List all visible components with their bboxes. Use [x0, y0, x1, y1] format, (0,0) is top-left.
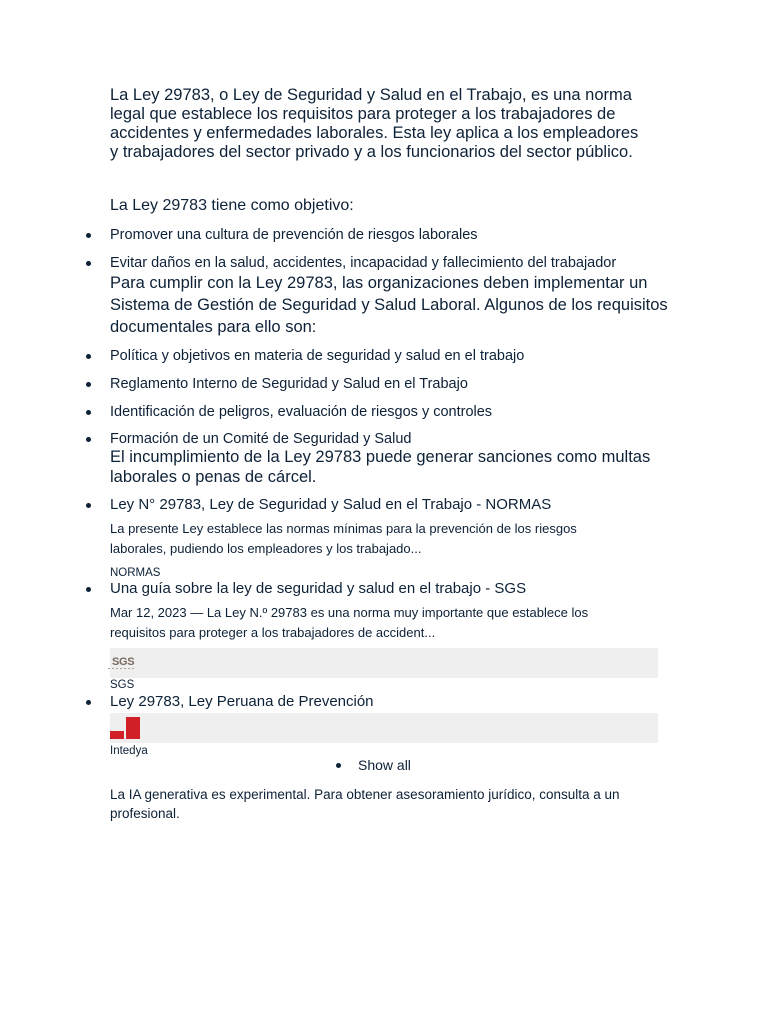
bullet-icon [86, 587, 91, 592]
bullet-icon [86, 233, 91, 238]
requirement-item-1: Política y objetivos en materia de seguridad y salud en el trabajo [110, 347, 690, 365]
intro-paragraph: La Ley 29783, o Ley de Seguridad y Salud en el Trabajo, es una norma legal que establece los requisitos para proteger a los trabajadores de accidentes y enfermedades laborales. Esta ley aplica a los empleadores y trabajadores del sector privado y a los funcionarios del sector público. [110, 86, 639, 161]
source-2-title-link[interactable]: Una guía sobre la ley de seguridad y salud en el trabajo - SGS [110, 580, 690, 598]
source-1-title-link[interactable]: Ley N° 29783, Ley de Seguridad y Salud en el Trabajo - NORMAS [110, 496, 690, 514]
requirement-item-3: Identificación de peligros, evaluación de riesgos y controles [110, 403, 690, 421]
requirement-item-4: Formación de un Comité de Seguridad y Salud [110, 430, 690, 448]
source-3-name: Intedya [110, 745, 148, 757]
bullet-icon [336, 763, 341, 768]
compliance-paragraph: Para cumplir con la Ley 29783, las organizaciones deben implementar un Sistema de Gestión de Seguridad y Salud Laboral. Algunos de los requisitos documentales para ello son: [110, 274, 668, 336]
sgs-logo-icon: SGS [112, 656, 135, 668]
ai-disclaimer: La IA generativa es experimental. Para obtener asesoramiento jurídico, consulta a un profesional. [110, 787, 620, 821]
source-1-name: NORMAS [110, 567, 161, 579]
requirement-item-2: Reglamento Interno de Seguridad y Salud en el Trabajo [110, 375, 690, 393]
intedya-logo-icon [110, 717, 140, 739]
bullet-icon [86, 354, 91, 359]
objective-item-2: Evitar daños en la salud, accidentes, incapacidad y fallecimiento del trabajador [110, 254, 690, 272]
bullet-icon [86, 437, 91, 442]
bullet-icon [86, 700, 91, 705]
objective-item-1: Promover una cultura de prevención de riesgos laborales [110, 226, 690, 244]
sanctions-paragraph: El incumplimiento de la Ley 29783 puede generar sanciones como multas laborales o penas de cárcel. [110, 448, 651, 486]
bullet-icon [86, 410, 91, 415]
source-2-snippet: Mar 12, 2023 — La Ley N.º 29783 es una norma muy importante que establece los requisitos para proteger a los trabajadores de accident... [110, 605, 589, 640]
bullet-icon [86, 503, 91, 508]
source-1-snippet: La presente Ley establece las normas mínimas para la prevención de los riesgos laborales, pudiendo los empleadores y los trabajado... [110, 521, 577, 556]
objective-heading: La Ley 29783 tiene como objetivo: [110, 197, 354, 214]
show-all-button[interactable]: Show all [358, 756, 411, 774]
source-2-name: SGS [110, 679, 135, 691]
bullet-icon [86, 382, 91, 387]
source-2-thumbnail-strip[interactable] [110, 648, 658, 678]
source-3-title-link[interactable]: Ley 29783, Ley Peruana de Prevención [110, 693, 690, 711]
bullet-icon [86, 261, 91, 266]
source-3-thumbnail-strip[interactable] [110, 713, 658, 743]
